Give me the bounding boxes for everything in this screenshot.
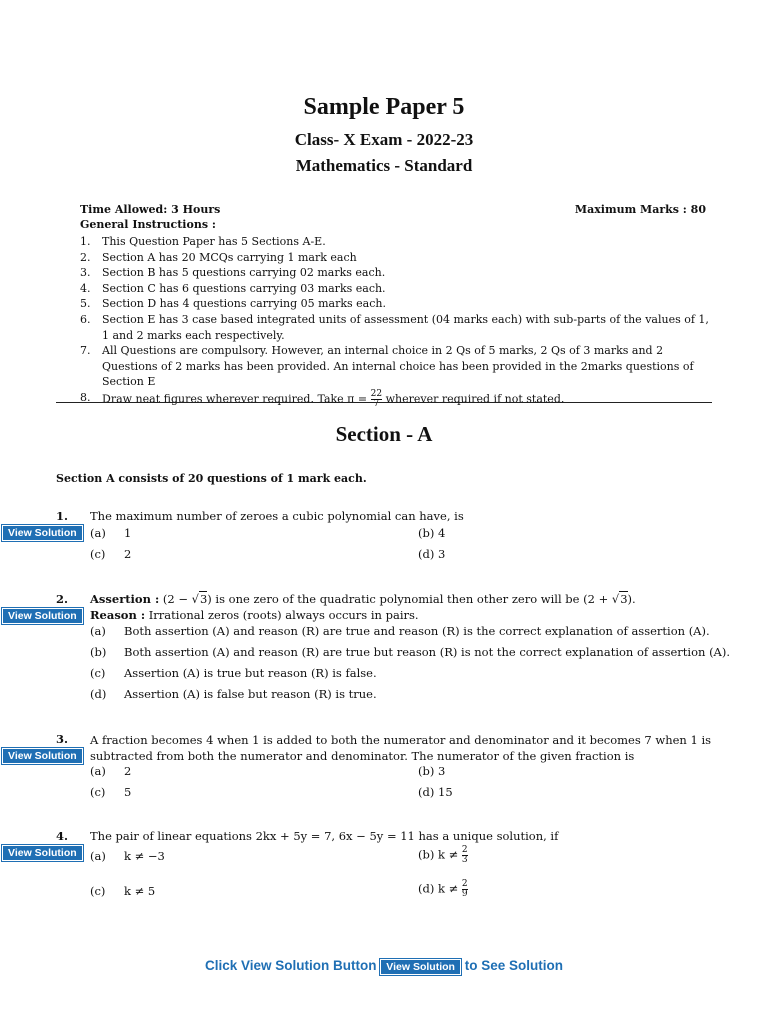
option-b bbox=[90, 645, 730, 659]
footer-view-solution-button[interactable]: View Solution bbox=[380, 959, 461, 975]
instruction-number: 5. bbox=[80, 297, 91, 311]
option-label: (c) bbox=[90, 884, 106, 898]
instruction-item bbox=[80, 281, 712, 297]
option-c bbox=[90, 884, 155, 898]
assertion-text: is one zero of the quadratic polynomial then other zero will be bbox=[211, 592, 584, 606]
instruction-number: 1. bbox=[80, 235, 91, 248]
assertion-math-2: (2 + √3) bbox=[583, 592, 633, 606]
option-label: (b) bbox=[418, 526, 435, 540]
option-a bbox=[90, 624, 710, 638]
view-solution-button[interactable]: View Solution bbox=[2, 608, 83, 624]
option-text: k ≠ 5 bbox=[124, 884, 156, 898]
instruction-number: 2. bbox=[80, 250, 91, 264]
reason-label: Reason : bbox=[90, 608, 146, 622]
pi-fraction bbox=[371, 390, 382, 409]
instruction-number: 7. bbox=[80, 344, 91, 358]
instruction-item bbox=[80, 296, 712, 312]
class-exam-line: Class- X Exam - 2022-23 bbox=[294, 130, 474, 149]
instruction-text-b: wherever required if not stated. bbox=[382, 392, 565, 406]
option-text: Assertion (A) is true but reason (R) is false. bbox=[124, 666, 377, 680]
option-d bbox=[90, 687, 377, 701]
question-number: 3. bbox=[56, 732, 69, 746]
option-label: (a) bbox=[90, 624, 106, 638]
instruction-item bbox=[80, 343, 712, 390]
frac-numerator: 2 bbox=[461, 845, 468, 855]
footer-banner bbox=[0, 958, 768, 973]
instruction-item bbox=[80, 390, 712, 409]
option-text: 2 bbox=[124, 547, 132, 561]
footer-text-after: to See Solution bbox=[464, 958, 563, 973]
instruction-number: 3. bbox=[80, 266, 91, 280]
option-label: (b) bbox=[90, 645, 107, 659]
subject-line: Mathematics - Standard bbox=[295, 156, 473, 175]
instruction-item bbox=[80, 234, 712, 250]
option-c bbox=[90, 547, 131, 561]
option-text: 15 bbox=[438, 785, 453, 799]
section-note: Section A consists of 20 questions of 1 mark each. bbox=[56, 472, 367, 485]
instruction-item bbox=[80, 250, 712, 266]
reason-line bbox=[90, 608, 419, 622]
option-text: 5 bbox=[124, 785, 132, 799]
page-title: Sample Paper 5 bbox=[303, 94, 465, 120]
reason-text: Irrational zeros (roots) always occurs in pairs. bbox=[148, 608, 419, 622]
instruction-text: Section A has 20 MCQs carrying 1 mark each bbox=[102, 250, 357, 264]
option-b bbox=[418, 764, 445, 778]
option-fraction bbox=[462, 880, 468, 899]
instruction-text: Section C has 6 questions carrying 03 marks each. bbox=[102, 281, 386, 295]
instruction-text: Section D has 4 questions carrying 05 marks each. bbox=[102, 297, 386, 311]
option-c bbox=[90, 666, 377, 680]
question-text: The maximum number of zeroes a cubic polynomial can have, is bbox=[90, 509, 464, 523]
instruction-text: Section E has 3 case based integrated units of assessment (04 marks each) with sub-parts of the values of 1, 1 and 2 marks each respectively. bbox=[102, 312, 709, 342]
option-text: k ≠ bbox=[438, 881, 462, 896]
question-text: The pair of linear equations 2kx + 5y = 7, 6x − 5y = 11 has a unique solution, if bbox=[90, 829, 559, 843]
option-text: k ≠ bbox=[438, 847, 462, 862]
question-number: 4. bbox=[56, 829, 69, 843]
frac-numerator: 2 bbox=[461, 879, 468, 889]
option-b bbox=[418, 526, 445, 540]
option-label: (a) bbox=[90, 526, 106, 540]
option-label: (d) bbox=[418, 547, 435, 561]
section-title: Section - A bbox=[335, 422, 433, 446]
option-label: (c) bbox=[90, 785, 106, 799]
instruction-text: All Questions are compulsory. However, an internal choice in 2 Qs of 5 marks, 2 Qs of 3 marks and 2 Questions of 2 marks has been provided. An internal choice has been provided in the 2marks questions of Section E bbox=[102, 344, 694, 389]
option-text: 3 bbox=[438, 547, 446, 561]
option-label: (c) bbox=[90, 547, 106, 561]
option-b bbox=[418, 846, 468, 865]
option-a bbox=[90, 526, 131, 540]
option-label: (d) bbox=[418, 881, 435, 896]
option-text: 3 bbox=[438, 764, 446, 778]
option-label: (b) bbox=[418, 847, 435, 862]
frac-numerator: 22 bbox=[370, 388, 383, 399]
instruction-number: 6. bbox=[80, 312, 91, 326]
option-d bbox=[418, 547, 445, 561]
time-allowed: Time Allowed: 3 Hours bbox=[80, 203, 221, 216]
instructions-heading: General Instructions : bbox=[80, 218, 216, 231]
option-text: 4 bbox=[438, 526, 446, 540]
option-label: (d) bbox=[90, 687, 107, 701]
option-text: Both assertion (A) and reason (R) are true but reason (R) is not the correct explanation of assertion (A). bbox=[124, 645, 730, 659]
max-marks: Maximum Marks : 80 bbox=[574, 203, 706, 216]
option-text: 1 bbox=[124, 526, 132, 540]
option-label: (a) bbox=[90, 764, 106, 778]
option-text: Both assertion (A) and reason (R) are true and reason (R) is the correct explanation of assertion (A). bbox=[124, 624, 710, 638]
option-text: k ≠ −3 bbox=[124, 849, 165, 863]
instruction-text: This Question Paper has 5 Sections A-E. bbox=[102, 235, 326, 248]
instruction-number: 4. bbox=[80, 281, 91, 295]
assertion-math-1: (2 − √3) bbox=[162, 592, 212, 606]
question-number: 2. bbox=[56, 592, 69, 606]
view-solution-button[interactable]: View Solution bbox=[2, 845, 83, 861]
question-number: 1. bbox=[56, 509, 69, 523]
option-label: (c) bbox=[90, 666, 106, 680]
option-label: (b) bbox=[418, 764, 435, 778]
frac-denominator: 7 bbox=[371, 399, 382, 409]
divider bbox=[56, 402, 712, 403]
option-a bbox=[90, 764, 131, 778]
instructions-list bbox=[80, 234, 712, 409]
option-label: (a) bbox=[90, 849, 106, 863]
option-a bbox=[90, 849, 165, 863]
question-text: A fraction becomes 4 when 1 is added to both the numerator and denominator and it becomes 7 when 1 is subtracted from both the numerator and denominator. The numerator of the given fraction is bbox=[90, 733, 712, 763]
option-d bbox=[418, 880, 468, 899]
view-solution-button[interactable]: View Solution bbox=[2, 525, 83, 541]
footer-text-before: Click View Solution Button bbox=[205, 958, 377, 973]
view-solution-button[interactable]: View Solution bbox=[2, 748, 83, 764]
instruction-item bbox=[80, 265, 712, 281]
instruction-text: Section B has 5 questions carrying 02 marks each. bbox=[102, 266, 386, 280]
option-d bbox=[418, 785, 453, 799]
frac-denominator: 9 bbox=[461, 889, 468, 899]
option-fraction bbox=[462, 846, 468, 865]
option-label: (d) bbox=[418, 785, 435, 799]
assertion-line: Assertion : (2 − √3) is one zero of the quadratic polynomial then other zero will be (2 + √3). bbox=[90, 592, 636, 606]
assertion-label: Assertion : bbox=[90, 592, 160, 606]
option-text: Assertion (A) is false but reason (R) is true. bbox=[124, 687, 377, 701]
frac-denominator: 3 bbox=[461, 855, 468, 865]
instruction-text-a: Draw neat figures wherever required. Take π = bbox=[102, 392, 371, 406]
option-text: 2 bbox=[124, 764, 132, 778]
instruction-item bbox=[80, 312, 712, 343]
option-c bbox=[90, 785, 131, 799]
instruction-number: 8. bbox=[80, 390, 91, 404]
